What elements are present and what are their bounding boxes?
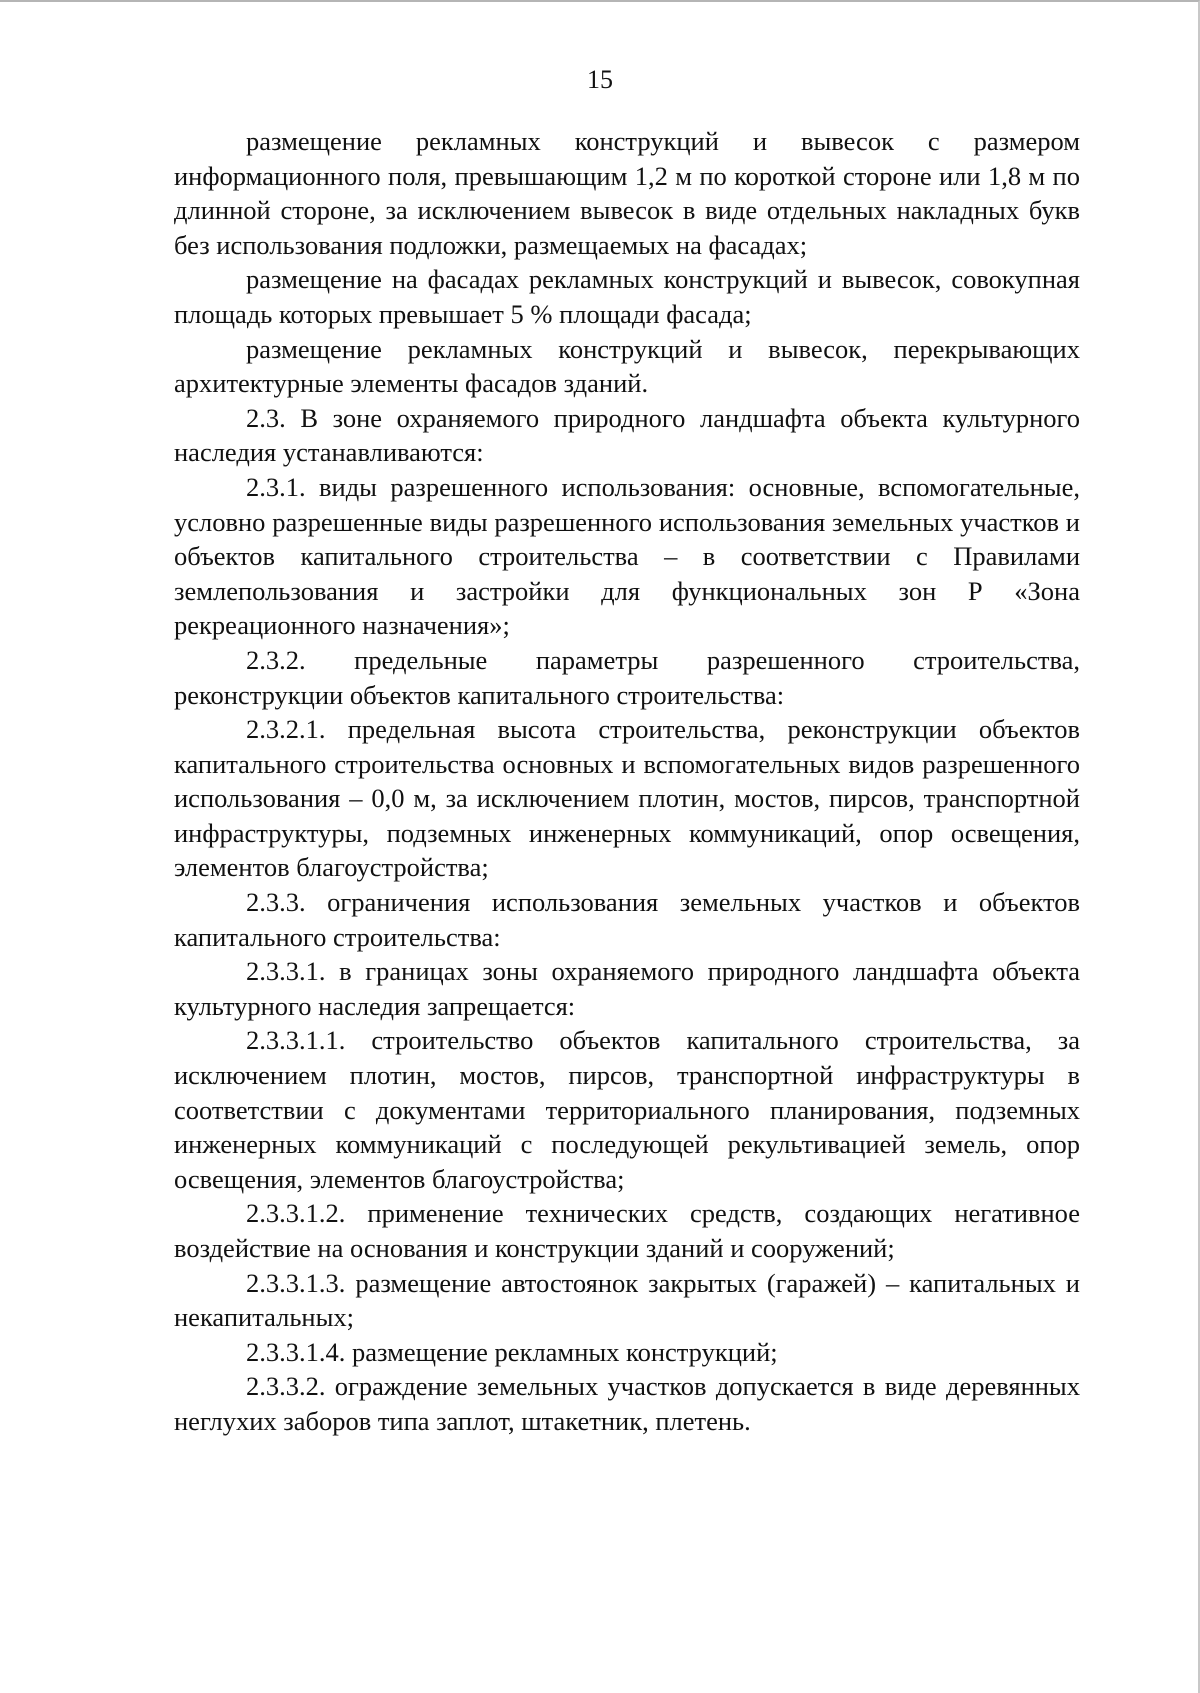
paragraph-2-3-3-1-3-parking: 2.3.3.1.3. размещение автостоянок закрытых (гаражей) – капитальных и некапитальных; [174, 1267, 1080, 1333]
paragraph-2-3-3-1-1-construction: 2.3.3.1.1. строительство объектов капитального строительства, за исключением плотин, мостов, пирсов, транспортной инфраструктуры в соответствии с документами территориального планирования, подземных инженерных коммуникаций с последующей рекультивацией земель, опор освещения, элементов благоустройства; [174, 1025, 1080, 1194]
document-body [174, 124, 1080, 1439]
paragraph-2-3-2-1-max-height: 2.3.2.1. предельная высота строительства, реконструкции объектов капитального строительства основных и вспомогательных видов разрешенного использования – 0,0 м, за исключением плотин, мостов, пирсов, транспортной инфраструктуры, подземных инженерных коммуникаций, опор освещения, элементов благоустройства; [174, 714, 1080, 883]
paragraph-2-3-3-2-fencing: 2.3.3.2. ограждение земельных участков допускается в виде деревянных неглухих заборов типа заплот, штакетник, плетень. [174, 1371, 1080, 1436]
paragraph-signage-facade-area: размещение на фасадах рекламных конструкций и вывесок, совокупная площадь которых превышает 5 % площади фасада; [174, 264, 1080, 329]
paragraph-signage-covering-elements: размещение рекламных конструкций и вывесок, перекрывающих архитектурные элементы фасадов зданий. [174, 333, 1080, 399]
paragraph-2-3-2-limit-parameters: 2.3.2. предельные параметры разрешенного строительства, реконструкции объектов капитального строительства: [174, 644, 1080, 710]
paragraph-2-3-3-1-prohibited: 2.3.3.1. в границах зоны охраняемого природного ландшафта объекта культурного наследия запрещается: [174, 956, 1080, 1021]
paragraph-2-3-3-1-2-technical-means: 2.3.3.1.2. применение технических средств, создающих негативное воздействие на основания и конструкции зданий и сооружений; [174, 1198, 1080, 1263]
paragraph-2-3-1-permitted-use: 2.3.1. виды разрешенного использования: основные, вспомогательные, условно разрешенные виды разрешенного использования земельных участков и объектов капитального строительства – в соответствии с Правилами землепользования и застройки для функциональных зон Р «Зона рекреационного назначения»; [174, 471, 1080, 641]
paragraph-2-3-3-1-4-advertising: 2.3.3.1.4. размещение рекламных конструкций; [246, 1336, 778, 1367]
paragraph-signage-size-limit: размещение рекламных конструкций и вывесок с размером информационного поля, превышающим 1,2 м по короткой стороне или 1,8 м по длинной стороне, за исключением вывесок в виде отдельных накладных букв без использования подложки, размещаемых на фасадах; [174, 126, 1080, 260]
paragraph-2-3-3-restrictions: 2.3.3. ограничения использования земельных участков и объектов капитального строительства: [174, 887, 1080, 952]
page-number: 15 [587, 65, 613, 94]
paragraph-2-3-landscape-zone: 2.3. В зоне охраняемого природного ландшафта объекта культурного наследия устанавливаются: [174, 402, 1080, 468]
